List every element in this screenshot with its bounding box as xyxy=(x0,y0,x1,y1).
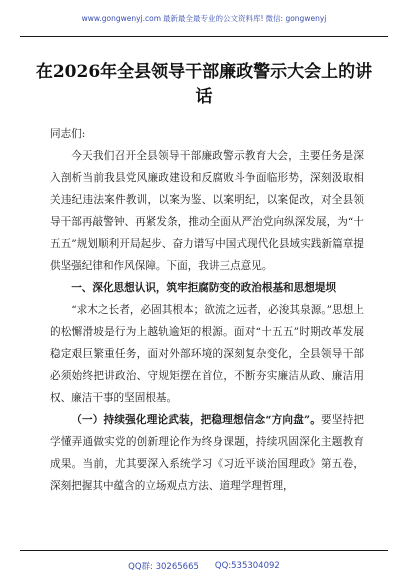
page-header xyxy=(20,0,388,37)
header-slogan: 最新最全最专业的公文资料库! xyxy=(163,13,264,23)
header-site: www.gongwenyj.com xyxy=(81,13,162,23)
footer-qq: QQ:535304092 xyxy=(214,561,280,571)
subsection-1-heading: （一）持续强化理论武装，把稳理想信念“方向盘”。 xyxy=(71,414,322,426)
intro-paragraph: 今天我们召开全县领导干部廉政警示教育大会，主要任务是深入剖析当前我县党风廉政建设和反腐败斗争面临形势，深刻汲取相关违纪违法案件教训，以案为鉴、以案明纪，以案促改，对全县领导干部再敲警钟、再紧发条，推动全面从严治党向纵深发展，为“十五五”规划顺利开局起步、奋力谱写中国式现代化县域实践新篇章提供坚强纪律和作风保障。下面，我讲三点意见。 xyxy=(50,150,364,272)
subsection-1-body: 要坚持把学懂弄通做实党的创新理论作为终身课题，持续巩固深化主题教育成果。当前，尤其要深入系统学习《习近平谈治国理政》第五卷，深刻把握其中蕴含的立场观点方法、道理学理哲理， xyxy=(50,414,364,492)
section-1-body: “求木之长者，必固其根本；欲流之远者，必浚其泉源。”思想上的松懈滑坡是行为上越轨逾矩的根源。面对“十五五”时期改革发展稳定艰巨繁重任务，面对外部环境的深刻复杂变化，全县领导干部必须始终把讲政治、守规矩摆在首位，不断夯实廉洁从政、廉洁用权、廉洁干事的坚固根基。 xyxy=(50,304,364,404)
section-1-heading: 一、深化思想认识，筑牢拒腐防变的政治根基和思想堤坝 xyxy=(71,282,337,294)
header-wechat: 微信: gongwenyj xyxy=(265,13,327,23)
document-body xyxy=(50,123,364,497)
page-footer xyxy=(20,550,388,581)
footer-qq-group: QQ群: 30265665 xyxy=(128,562,199,572)
subsection-1-paragraph xyxy=(50,409,364,497)
document-title: 在2026年全县领导干部廉政警示大会上的讲话 xyxy=(35,62,373,107)
salutation: 同志们: xyxy=(50,128,86,140)
